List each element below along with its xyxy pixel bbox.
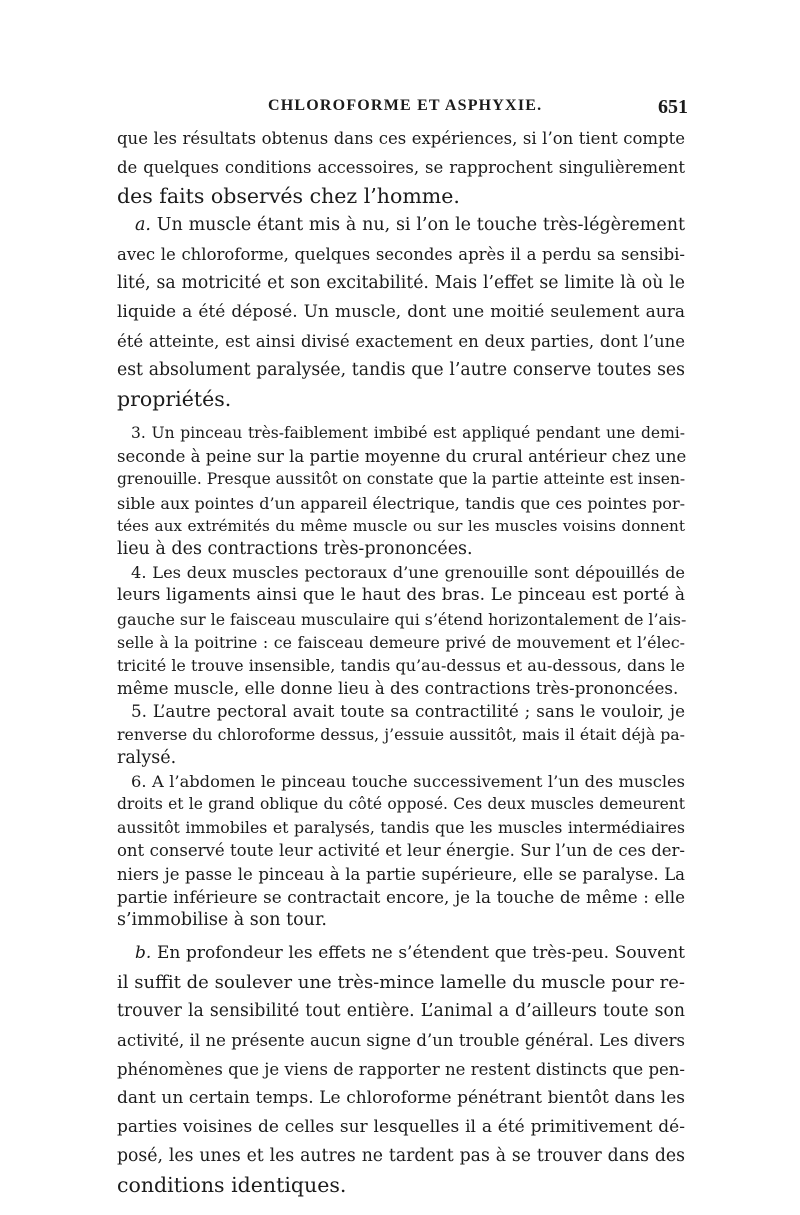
text-line: activité, il ne présente aucun signe d’un trouble général. Les divers — [117, 1031, 685, 1051]
text-line: 5. L’autre pectoral avait toute sa contractilité ; sans le vouloir, je — [131, 701, 685, 722]
text-line: lieu à des contractions très-prononcées. — [117, 538, 473, 559]
text-line: conditions identiques. — [117, 1173, 347, 1198]
text-line: ont conservé toute leur activité et leur énergie. Sur l’un de ces der- — [117, 841, 685, 861]
text-line: il suffit de soulever une très-mince lamelle du muscle pour re- — [117, 972, 685, 994]
text-line: leurs ligaments ainsi que le haut des bras. Le pinceau est porté à — [117, 585, 685, 606]
text-line: gauche sur le faisceau musculaire qui s’étend horizontalement de l’ais- — [117, 609, 687, 629]
page-number: 651 — [658, 96, 688, 118]
section-marker-b: b. — [135, 943, 152, 964]
running-title: CHLOROFORME ET ASPHYXIE. — [268, 97, 543, 114]
paragraph-intro — [117, 124, 685, 211]
text-line: que les résultats obtenus dans ces expériences, si l’on tient compte — [117, 129, 685, 148]
text-line: trouver la sensibilité tout entière. L’animal a d’ailleurs toute son — [117, 1001, 685, 1022]
text-line-part: En profondeur les effets ne s’étendent que très-peu. Souvent — [151, 943, 685, 964]
text-line: propriétés. — [117, 387, 232, 411]
experiment-3 — [117, 422, 685, 561]
text-line: tées aux extrémités du même muscle ou sur les muscles voisins donnent — [117, 516, 685, 535]
text-line-part: Un muscle étant mis à nu, si l’on le touche très-légèrement — [151, 215, 685, 235]
text-line: tricité le trouve insensible, tandis qu’au-dessus et au-dessous, dans le — [117, 655, 685, 675]
text-line: phénomènes que je viens de rapporter ne restent distincts que pen- — [117, 1060, 685, 1080]
text-line: partie inférieure se contractait encore, je la touche de même : elle — [117, 886, 685, 907]
text-line: parties voisines de celles sur lesquelles il a été primitivement dé- — [117, 1117, 685, 1138]
text-line: été atteinte, est ainsi divisé exactement en deux parties, dont l’une — [117, 332, 685, 351]
text-line: dant un certain temps. Le chloroforme pénétrant bientôt dans les — [117, 1088, 685, 1109]
text-line: ralysé. — [117, 747, 177, 768]
text-line: lité, sa motricité et son excitabilité. Mais l’effet se limite là où le — [117, 273, 685, 293]
experiment-6 — [117, 770, 685, 932]
page-body — [117, 124, 685, 1200]
text-line: posé, les unes et les autres ne tardent pas à se trouver dans des — [117, 1146, 685, 1167]
paragraph-a — [117, 211, 685, 414]
text-line: seconde à peine sur la partie moyenne du crural antérieur chez une — [117, 447, 687, 467]
text-line: sible aux pointes d’un appareil électrique, tandis que ces pointes por- — [117, 493, 685, 513]
text-line: grenouille. Presque aussitôt on constate que la partie atteinte est insen- — [117, 470, 686, 489]
text-line — [117, 211, 685, 240]
text-line: est absolument paralysée, tandis que l’autre conserve toutes ses — [117, 360, 685, 380]
text-line: selle à la poitrine : ce faisceau demeure privé de mouvement et l’élec- — [117, 632, 685, 652]
text-line: 4. Les deux muscles pectoraux d’une grenouille sont dépouillés de — [131, 563, 685, 583]
text-line: des faits observés chez l’homme. — [117, 184, 460, 208]
experiment-5 — [117, 700, 685, 770]
experiments-block — [117, 422, 685, 932]
text-line: avec le chloroforme, quelques secondes après il a perdu sa sensibi- — [117, 245, 685, 264]
text-line: droits et le grand oblique du côté opposé. Ces deux muscles demeurent — [117, 795, 685, 813]
text-line: aussitôt immobiles et paralysés, tandis que les muscles intermédiaires — [117, 818, 685, 838]
experiment-4 — [117, 561, 685, 700]
text-line: niers je passe le pinceau à la partie supérieure, elle se paralyse. La — [117, 864, 685, 884]
text-line: de quelques conditions accessoires, se rapprochent singulièrement — [117, 158, 685, 177]
paragraph-b — [117, 939, 685, 1200]
text-line: renverse du chloroforme dessus, j’essuie aussitôt, mais il était déjà pa- — [117, 725, 685, 745]
text-line: 6. A l’abdomen le pinceau touche successivement l’un des muscles — [131, 771, 685, 791]
text-line: s’immobilise à son tour. — [117, 909, 327, 930]
page-header — [268, 97, 688, 123]
text-line: liquide a été déposé. Un muscle, dont une moitié seulement aura — [117, 302, 685, 322]
text-line: 3. Un pinceau très-faiblement imbibé est appliqué pendant une demi- — [131, 424, 685, 442]
text-line: même muscle, elle donne lieu à des contractions très-prononcées. — [117, 678, 679, 699]
section-marker-a: a. — [135, 215, 151, 235]
text-line — [117, 939, 685, 968]
